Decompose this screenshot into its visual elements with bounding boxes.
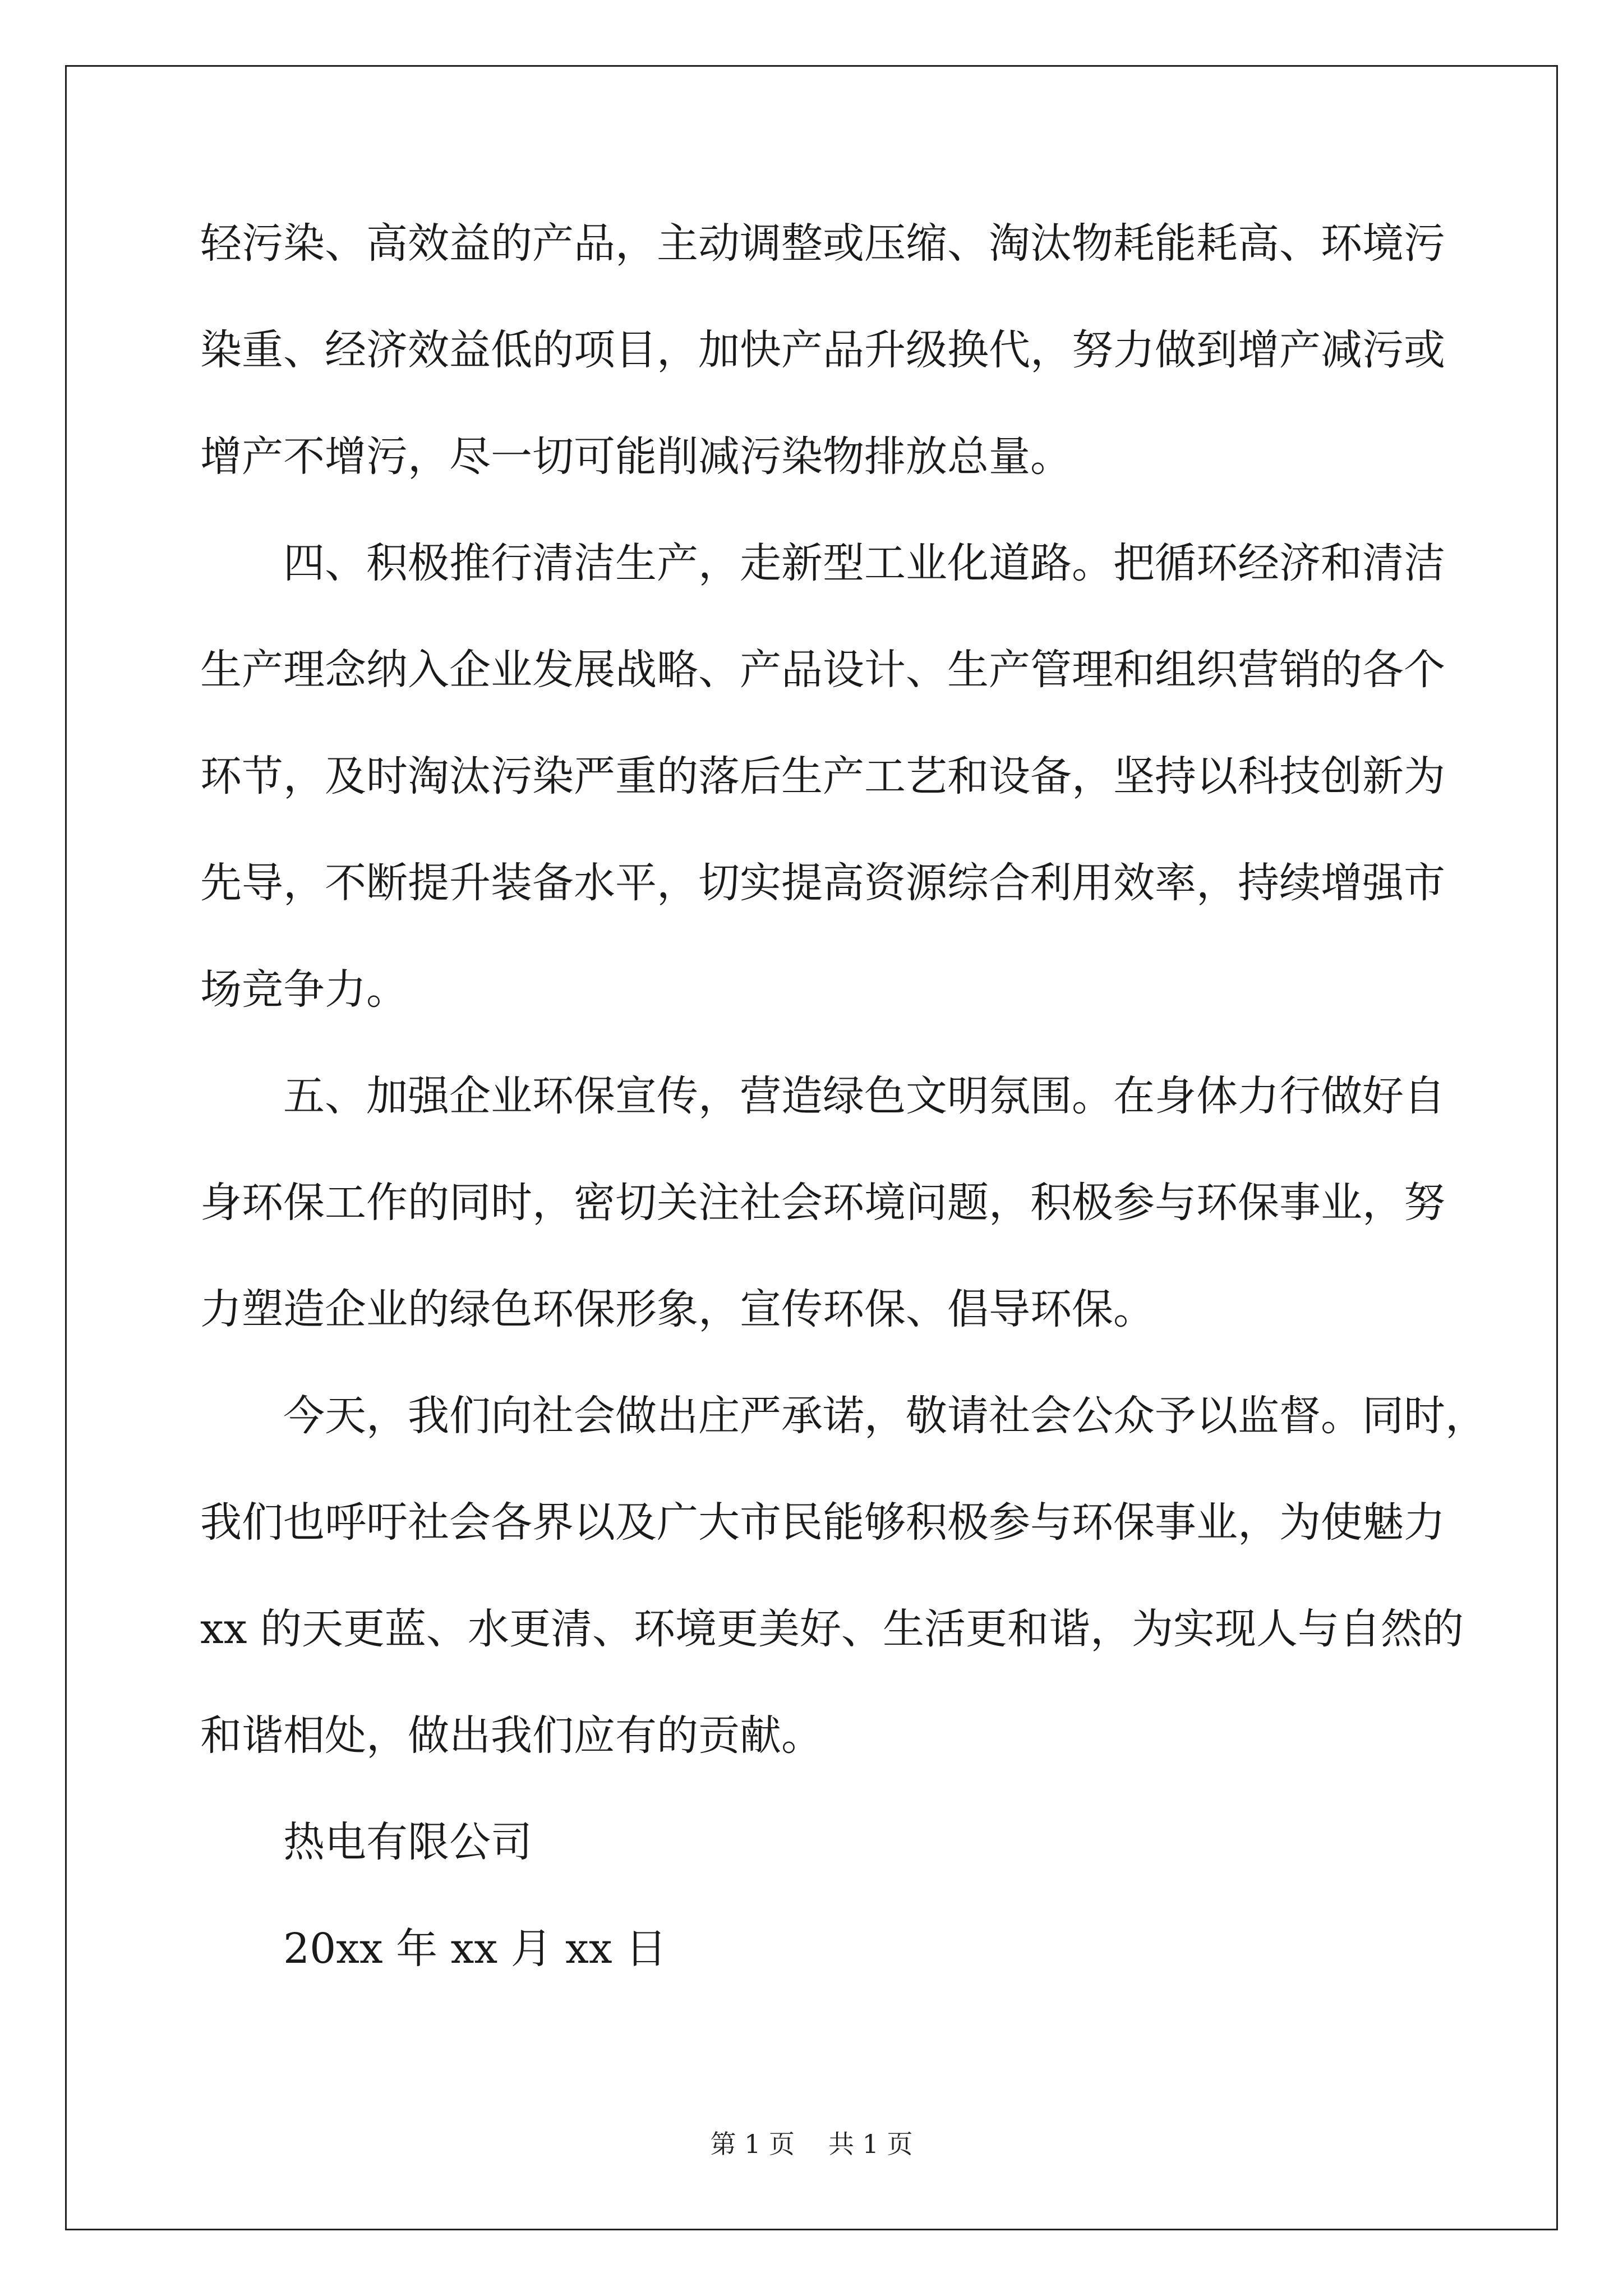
page-total: 共 1 页 (828, 2129, 913, 2159)
text-line: 场竞争力。 (200, 965, 408, 1014)
paragraph-start-line: 四、积极推行清洁生产，走新型工业化道路。把循环经济和清洁 (283, 539, 1445, 587)
page-number: 第 1 页 (710, 2129, 795, 2159)
paragraph-start-line: 今天，我们向社会做出庄严承诺，敬请社会公众予以监督。同时， (283, 1392, 1487, 1440)
text-line: xx 的天更蓝、水更清、环境更美好、生活更和谐，为实现人与自然的 (200, 1605, 1464, 1653)
text-line: 染重、经济效益低的项目，加快产品升级换代，努力做到增产减污或 (200, 326, 1445, 374)
text-line: 先导，不断提升装备水平，切实提高资源综合利用效率，持续增强市 (200, 859, 1445, 907)
paragraph-start-line: 五、加强企业环保宣传，营造绿色文明氛围。在身体力行做好自 (283, 1072, 1445, 1120)
signature-company: 热电有限公司 (283, 1818, 532, 1866)
text-line: 力塑造企业的绿色环保形象，宣传环保、倡导环保。 (200, 1285, 1155, 1333)
text-line: 增产不增污，尽一切可能削减污染物排放总量。 (200, 432, 1072, 481)
text-line: 轻污染、高效益的产品，主动调整或压缩、淘汰物耗能耗高、环境污 (200, 219, 1445, 268)
page-border (65, 65, 1558, 2230)
signature-date: 20xx 年 xx 月 xx 日 (283, 1925, 667, 1973)
text-line: 我们也呼吁社会各界以及广大市民能够积极参与环保事业，为使魅力 (200, 1498, 1445, 1547)
text-line: 生产理念纳入企业发展战略、产品设计、生产管理和组织营销的各个 (200, 646, 1445, 694)
text-line: 身环保工作的同时，密切关注社会环境问题，积极参与环保事业，努 (200, 1179, 1445, 1227)
text-line: 环节，及时淘汰污染严重的落后生产工艺和设备，坚持以科技创新为 (200, 752, 1445, 800)
text-line: 和谐相处，做出我们应有的贡献。 (200, 1711, 823, 1760)
page-footer (0, 2127, 1623, 2161)
